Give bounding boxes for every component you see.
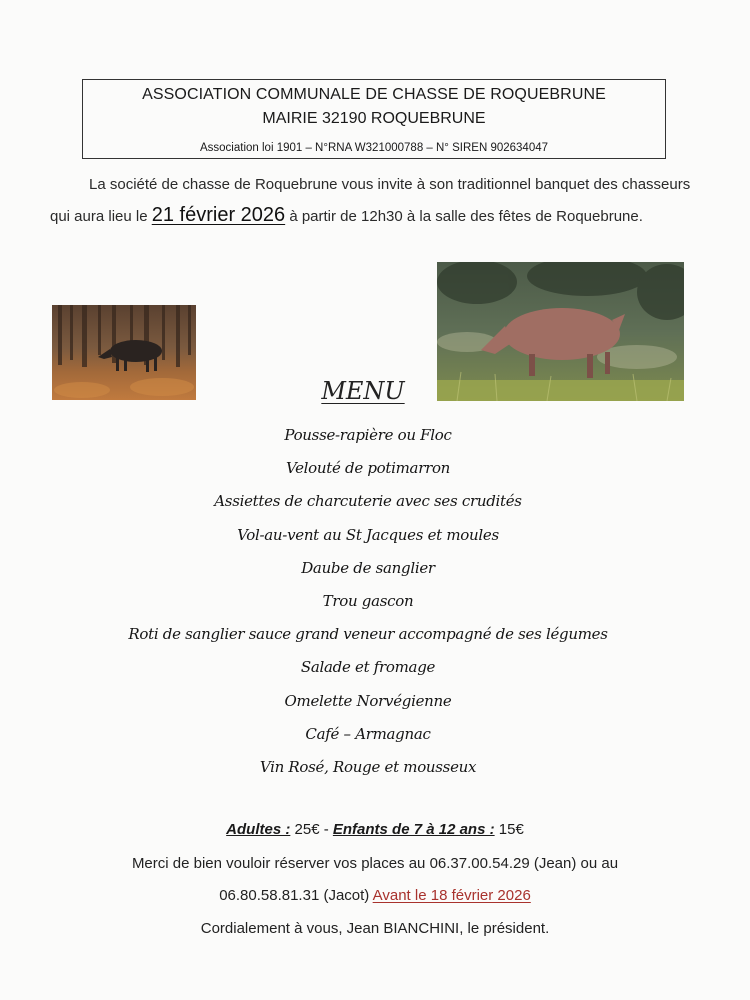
menu-item: Vin Rosé, Rouge et mousseux — [259, 757, 477, 776]
header-box — [82, 79, 666, 159]
closing-signature: Cordialement à vous, Jean BIANCHINI, le président. — [200, 920, 550, 937]
menu-item: Vol-au-vent au St Jacques et moules — [237, 525, 499, 544]
menu-item: Trou gascon — [322, 591, 414, 610]
prices — [0, 821, 750, 838]
reservation-phone — [0, 887, 750, 904]
adult-price: 25€ - — [290, 821, 333, 838]
menu-item: Daube de sanglier — [301, 558, 435, 577]
child-price-label: Enfants de 7 à 12 ans : — [332, 821, 495, 838]
reservation-phone-text: 06.80.58.81.31 (Jacot) — [219, 887, 373, 904]
menu-item: Assiettes de charcuterie avec ses crudités — [214, 492, 522, 511]
event-date: 21 février 2026 — [151, 204, 286, 226]
adult-price-label: Adultes : — [226, 821, 291, 838]
menu-item: Pousse-rapière ou Floc — [284, 426, 452, 444]
menu-item: Café – Armagnac — [305, 724, 431, 743]
child-price: 15€ — [494, 821, 524, 838]
reservation-text: Merci de bien vouloir réserver vos places au 06.37.00.54.29 (Jean) ou au — [131, 855, 619, 872]
menu-item: Velouté de potimarron — [285, 459, 451, 478]
menu-list — [0, 422, 750, 787]
mairie-address: MAIRIE 32190 ROQUEBRUNE — [262, 110, 486, 127]
invitation-part1: La société de chasse de Roquebrune vous invite à son traditionnel banquet des chasseurs qui aura lieu le — [50, 176, 691, 225]
association-name: ASSOCIATION COMMUNALE DE CHASSE DE ROQUEBRUNE — [142, 86, 606, 103]
menu-title: MENU — [321, 377, 405, 405]
invitation-part2: à partir de 12h30 à la salle des fêtes de Roquebrune. — [285, 208, 643, 225]
association-registration: Association loi 1901 – N°RNA W321000788 – N° SIREN 902634047 — [199, 142, 549, 154]
invitation-text — [50, 170, 698, 232]
menu-item: Salade et fromage — [300, 658, 436, 677]
menu-item: Roti de sanglier sauce grand veneur accompagné de ses légumes — [128, 625, 608, 644]
menu-item: Omelette Norvégienne — [284, 691, 452, 710]
reservation-deadline: Avant le 18 février 2026 — [372, 887, 531, 904]
